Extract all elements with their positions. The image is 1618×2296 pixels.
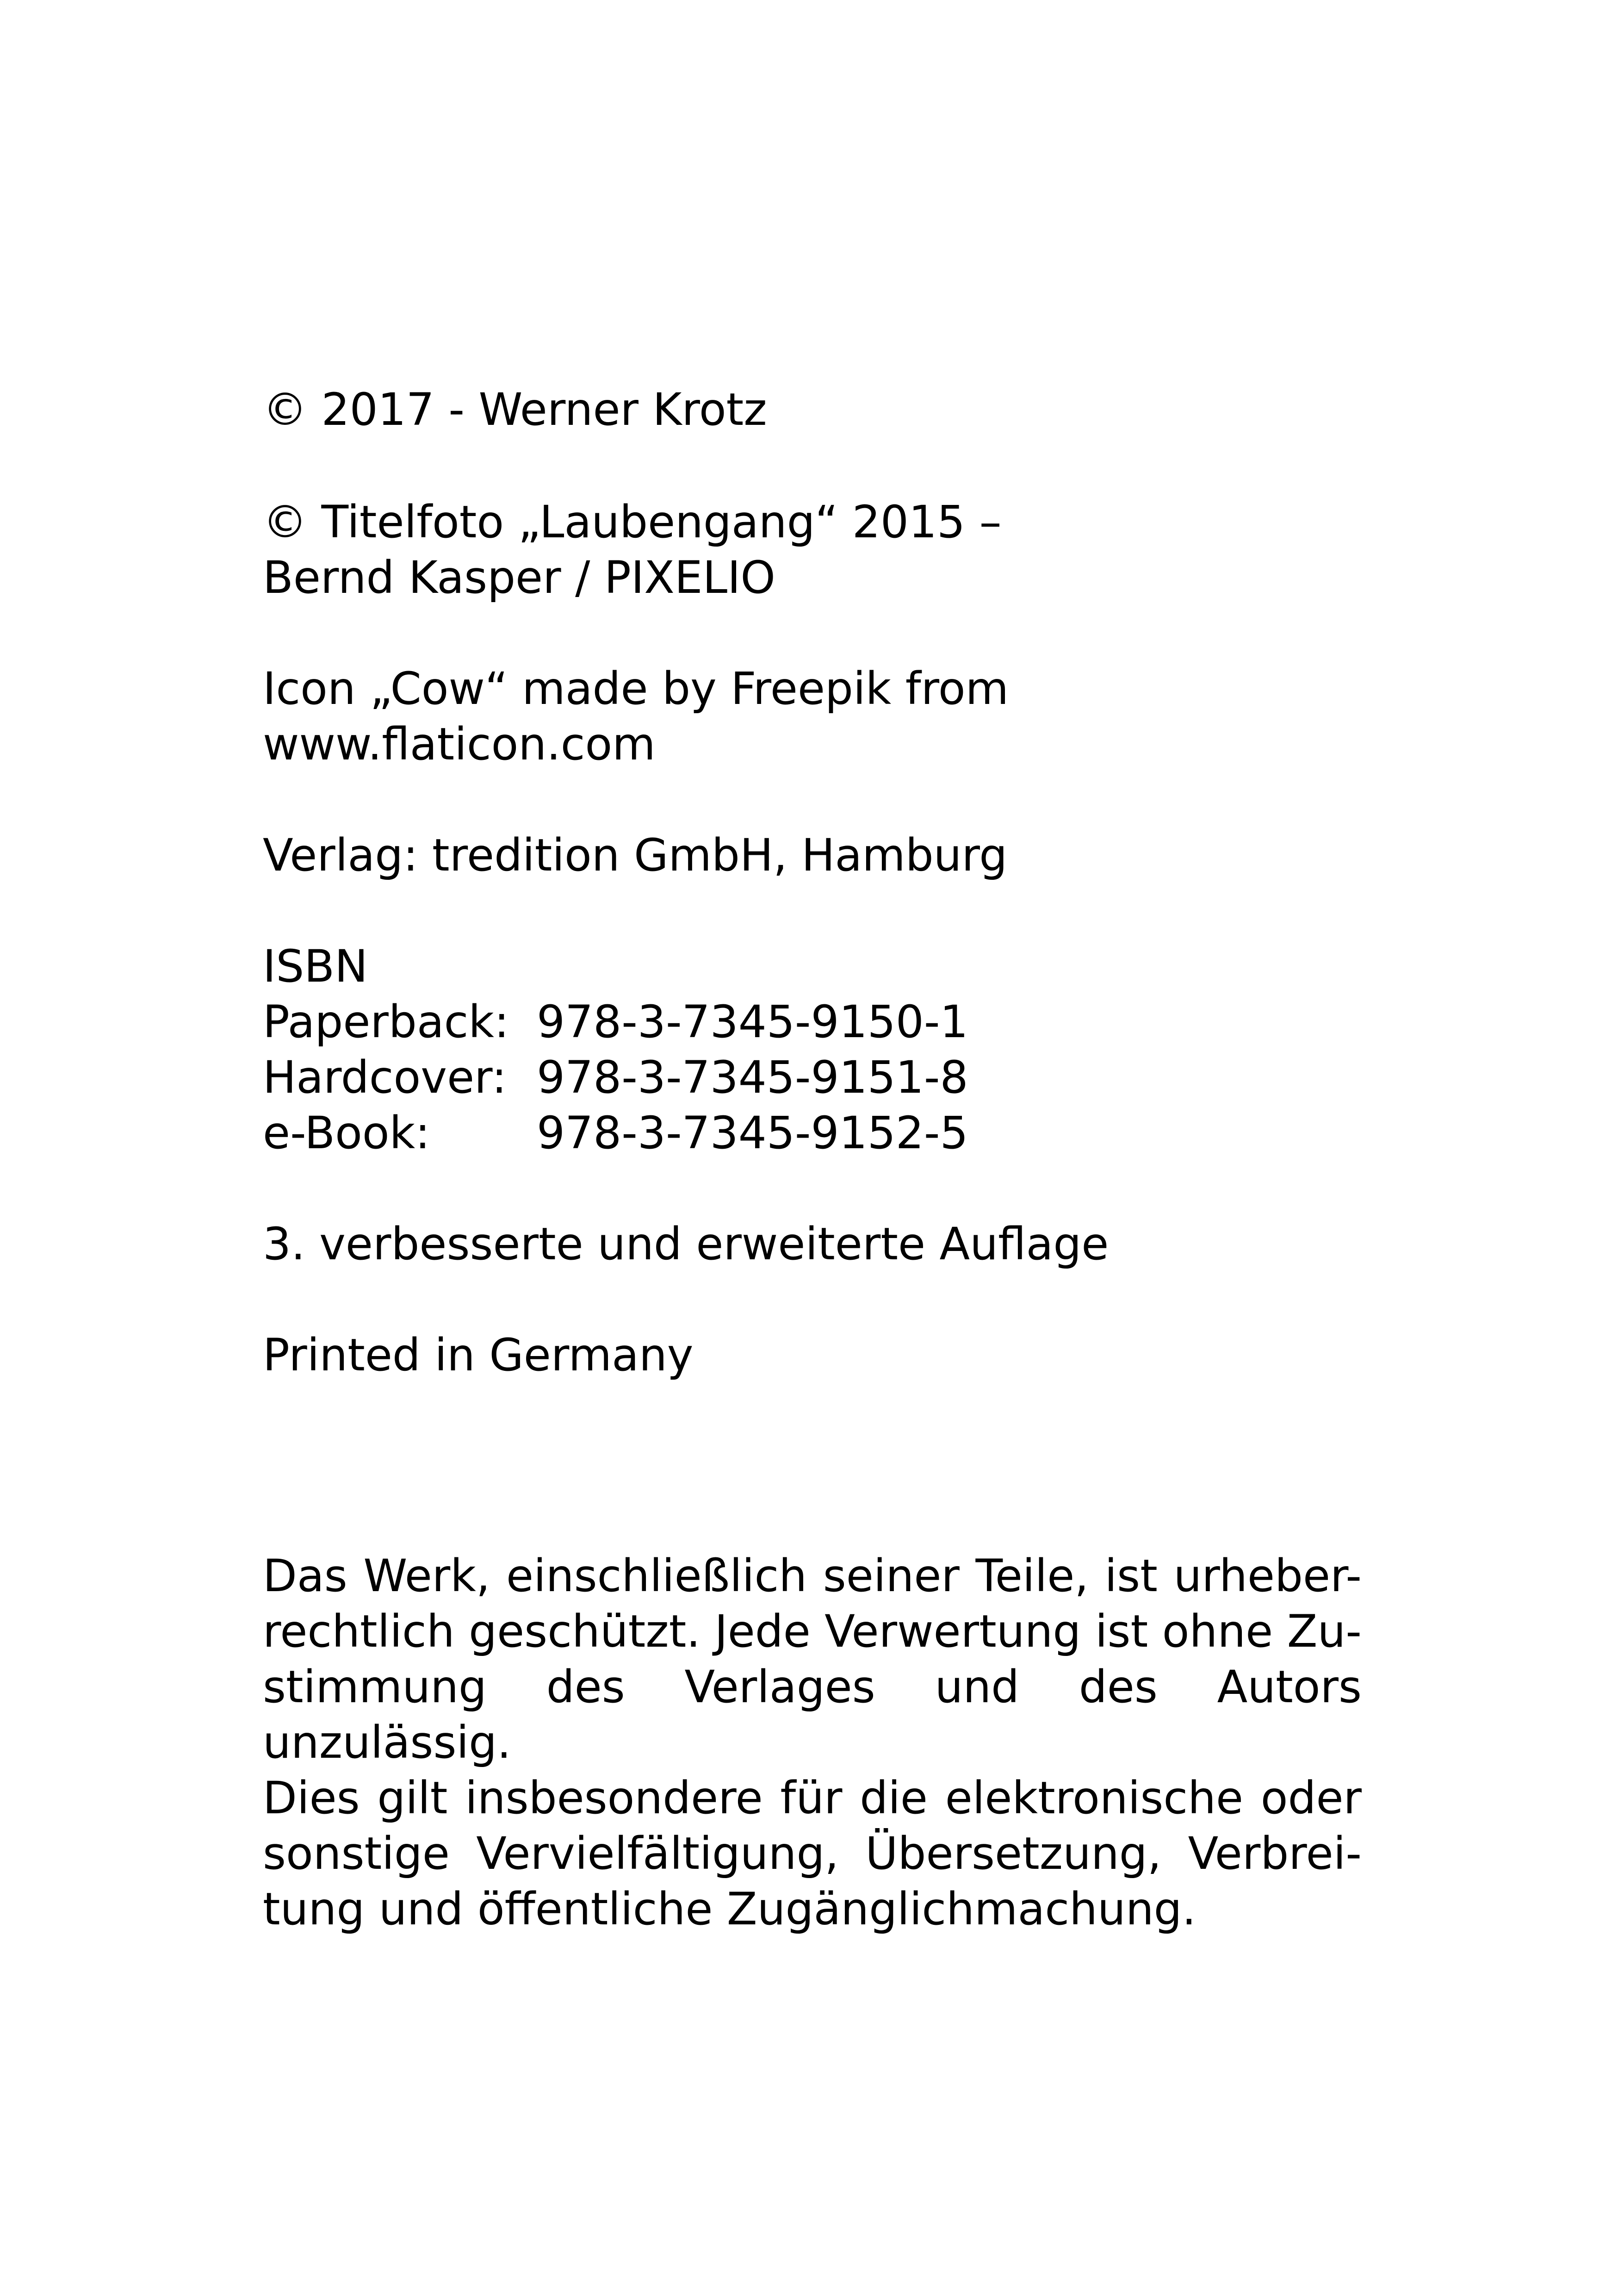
cover-photo-credit-line-1: © Titelfoto „Laubengang“ 2015 – <box>263 496 1002 548</box>
legal-notice-line: rechtlich geschützt. Jede Verwertung ist ohne Zu- <box>263 1605 1362 1657</box>
cover-photo-credit <box>263 494 1002 605</box>
edition <box>263 1216 1109 1272</box>
legal-notice-line: tung und öffentliche Zugänglichmachung. <box>263 1883 1196 1935</box>
isbn-row-ebook <box>263 1105 968 1161</box>
isbn-row-hardcover <box>263 1050 968 1105</box>
copyright-author-text: © 2017 - Werner Krotz <box>263 384 767 436</box>
legal-notice <box>263 1548 1362 1937</box>
printed-in <box>263 1327 694 1383</box>
icon-credit-line-1: Icon „Cow“ made by Freepik from <box>263 663 1009 715</box>
isbn-heading: ISBN <box>263 940 368 992</box>
isbn-section <box>263 939 968 1161</box>
legal-notice-line: Das Werk, einschließlich seiner Teile, ist urheber- <box>263 1550 1362 1602</box>
isbn-label: Hardcover: <box>263 1052 507 1103</box>
legal-notice-line: Dies gilt insbesondere für die elektronische oder <box>263 1772 1362 1824</box>
legal-notice-line: sonstige Vervielfältigung, Übersetzung, Verbrei- <box>263 1828 1362 1879</box>
copyright-author <box>263 382 767 437</box>
edition-text: 3. verbesserte und erweiterte Auflage <box>263 1218 1109 1270</box>
isbn-value: 978-3-7345-9150-1 <box>537 996 968 1048</box>
isbn-value: 978-3-7345-9152-5 <box>537 1107 968 1159</box>
legal-notice-line: stimmung des Verlages und des Autors unzulässig. <box>263 1661 1362 1768</box>
isbn-row-paperback <box>263 994 968 1050</box>
cover-photo-credit-line-2: Bernd Kasper / PIXELIO <box>263 552 775 604</box>
isbn-label: Paperback: <box>263 996 509 1048</box>
printed-in-text: Printed in Germany <box>263 1329 694 1381</box>
icon-credit <box>263 661 1009 772</box>
publisher <box>263 828 1007 883</box>
isbn-value: 978-3-7345-9151-8 <box>537 1052 968 1103</box>
icon-credit-line-2: www.flaticon.com <box>263 718 656 770</box>
isbn-label: e-Book: <box>263 1107 430 1159</box>
publisher-text: Verlag: tredition GmbH, Hamburg <box>263 829 1008 881</box>
